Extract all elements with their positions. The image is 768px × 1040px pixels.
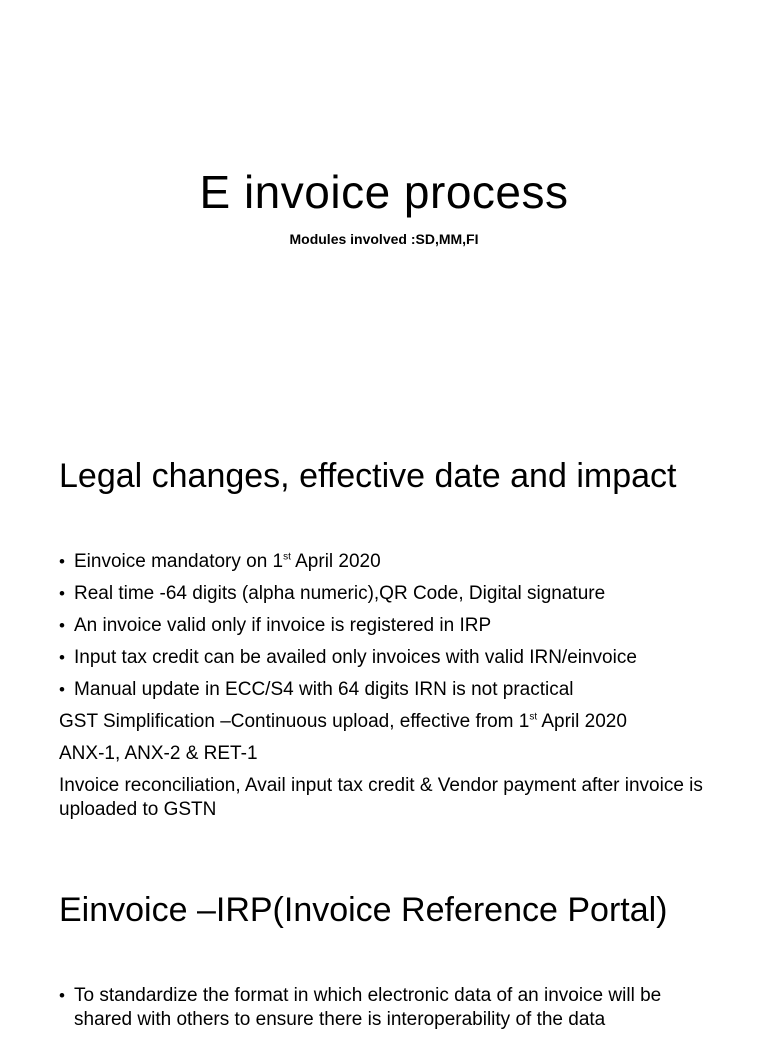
bullet-item: • Manual update in ECC/S4 with 64 digits IRN is not practical — [59, 678, 709, 702]
title-slide — [0, 0, 768, 432]
ordinal-suffix: st — [283, 551, 291, 563]
bullet-item: • An invoice valid only if invoice is registered in IRP — [59, 614, 709, 638]
bullet-text: April 2020 — [290, 551, 381, 572]
ordinal-suffix: st — [529, 711, 538, 723]
bullet-item — [59, 550, 709, 574]
slide-content — [59, 984, 709, 1040]
bullet-item: • Real time -64 digits (alpha numeric),QR Code, Digital signature — [59, 582, 709, 606]
paragraph-text: April 2020 — [537, 711, 627, 732]
paragraph-text: GST Simplification –Continuous upload, effective from 1 — [59, 711, 530, 732]
slide-heading: Einvoice –IRP(Invoice Reference Portal) — [59, 891, 668, 929]
page-title: E invoice process — [199, 166, 569, 218]
bullet-item: • To standardize the format in which electronic data of an invoice will be shared with others to ensure there is interoperability of the data — [59, 984, 709, 1032]
slide-heading: Legal changes, effective date and impact — [59, 457, 677, 495]
bullet-item: • Input tax credit can be availed only invoices with valid IRN/einvoice — [59, 646, 709, 670]
page-subtitle: Modules involved :SD,MM,FI — [289, 231, 479, 247]
paragraph: Invoice reconciliation, Avail input tax credit & Vendor payment after invoice is uploaded to GSTN — [59, 775, 703, 820]
slide-content — [59, 550, 709, 830]
bullet-text: Einvoice mandatory on 1 — [74, 551, 284, 572]
paragraph: ANX-1, ANX-2 & RET-1 — [59, 743, 258, 764]
paragraph — [59, 710, 709, 734]
